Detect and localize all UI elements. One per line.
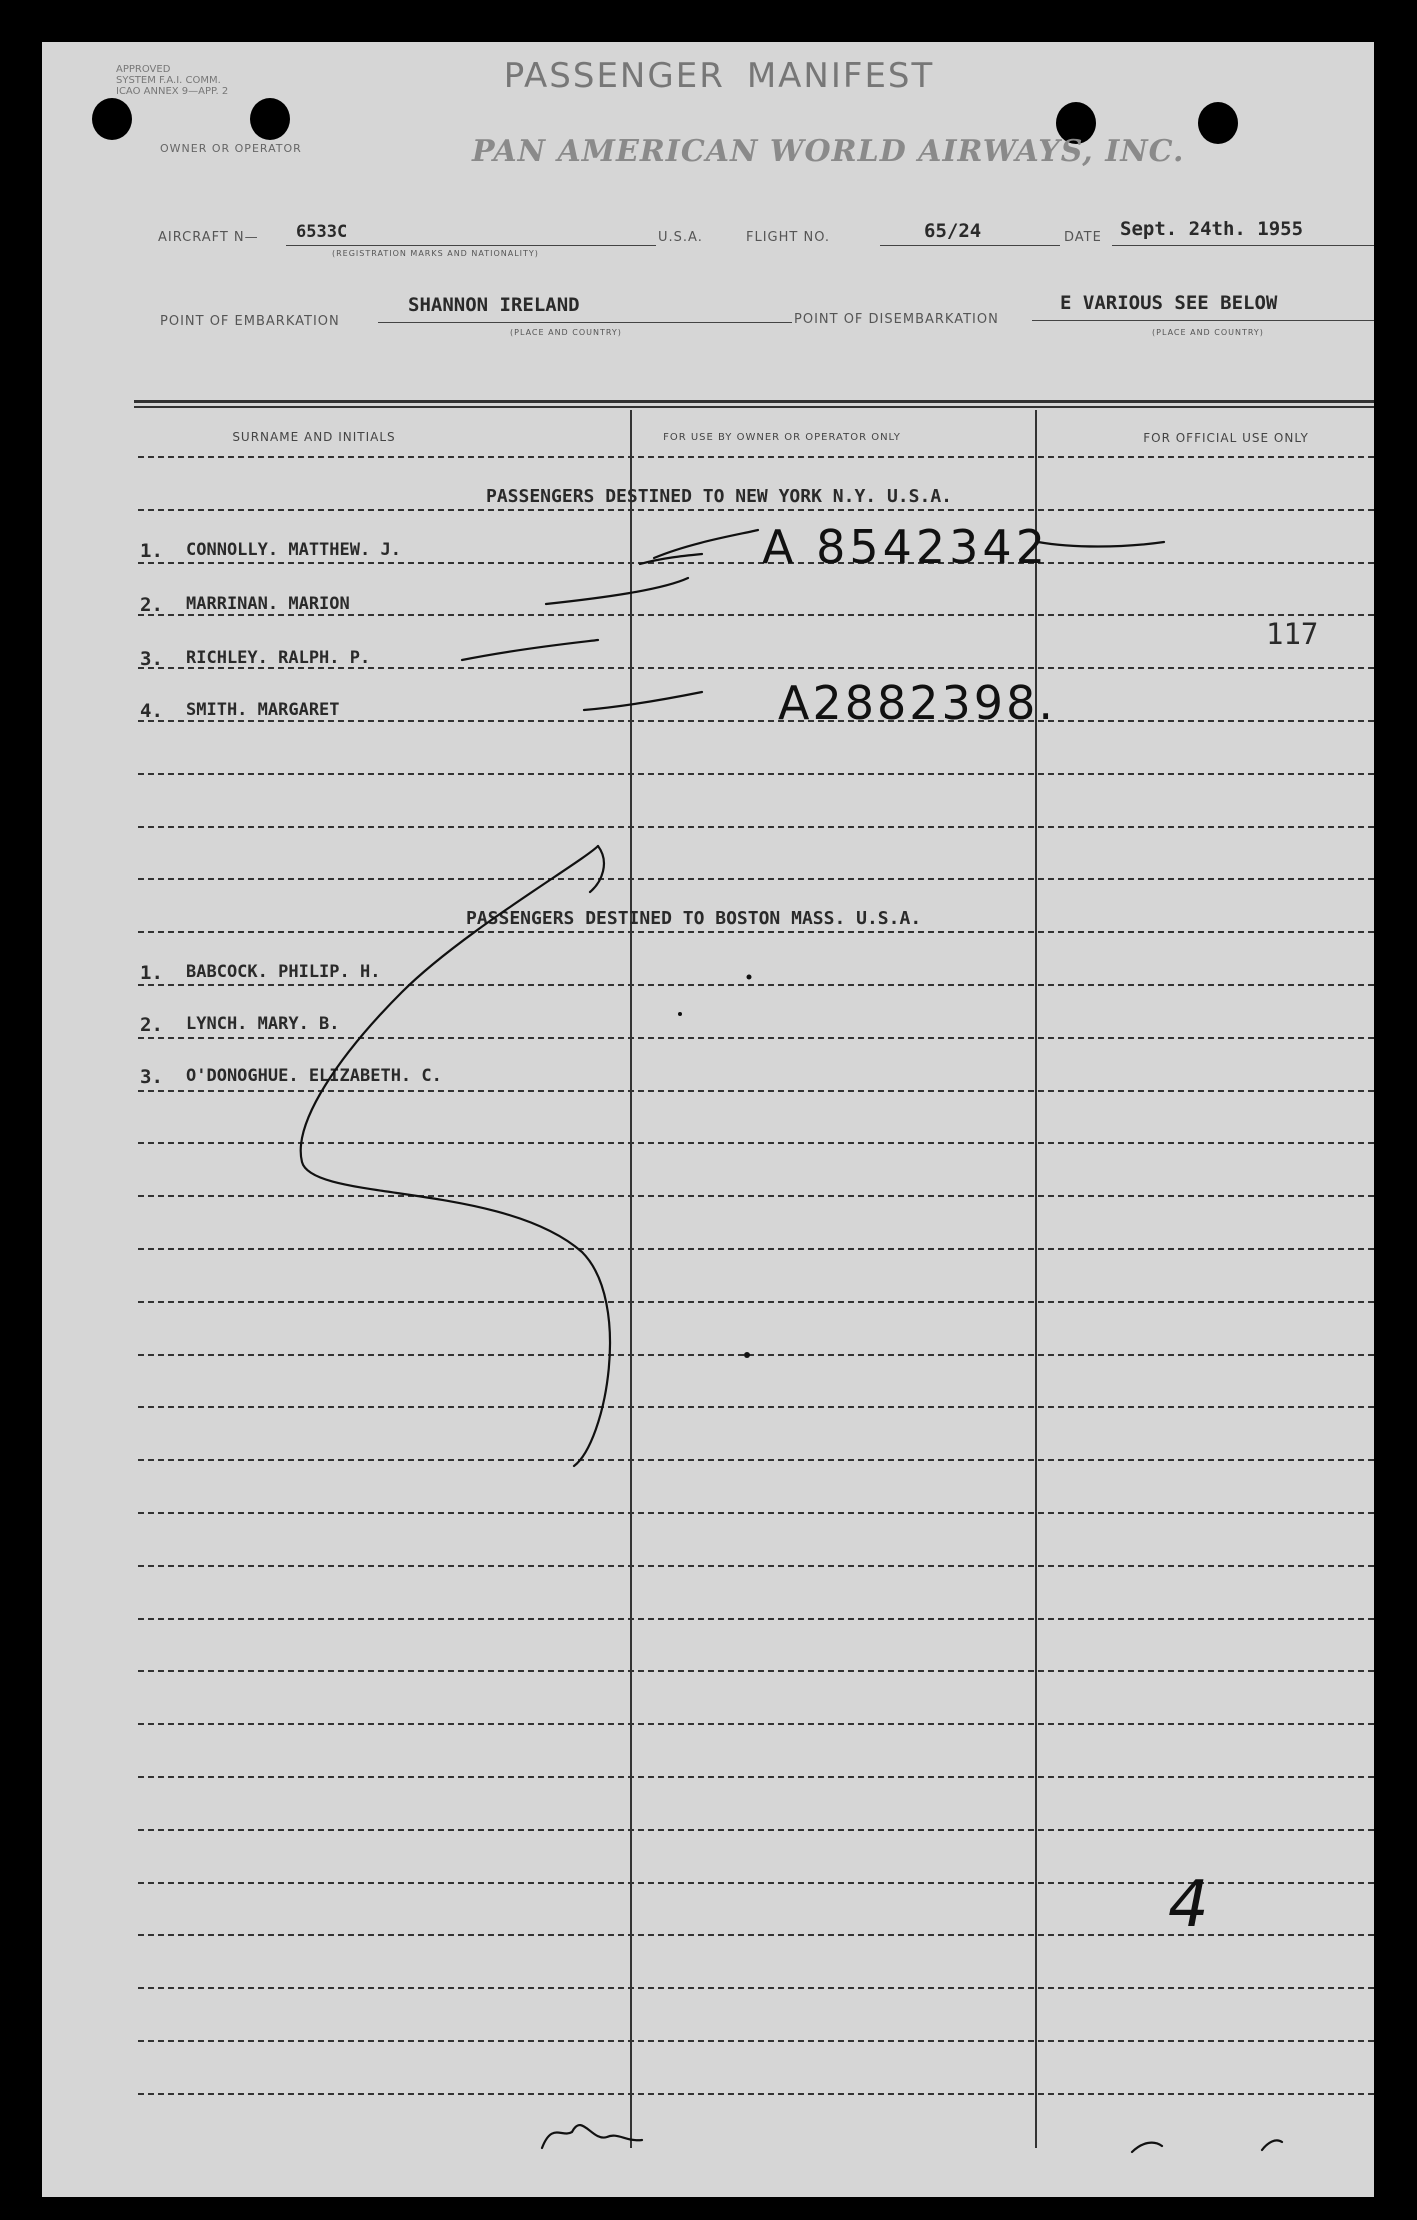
aircraft-value: 6533C xyxy=(296,222,348,242)
alien-reg-number: A 8542342 xyxy=(762,520,1049,574)
date-label: DATE xyxy=(1064,230,1102,245)
form-title-right: MANIFEST xyxy=(746,56,935,96)
signature-stroke xyxy=(1132,2143,1162,2152)
passenger-name: RICHLEY. RALPH. P. xyxy=(186,648,371,668)
group-heading-new-york: PASSENGERS DESTINED TO NEW YORK N.Y. U.S.A. xyxy=(486,486,952,507)
check-mark xyxy=(640,554,702,564)
passenger-number: 2. xyxy=(140,1014,163,1036)
usa-label: U.S.A. xyxy=(658,230,703,245)
passenger-name: CONNOLLY. MATTHEW. J. xyxy=(186,540,401,560)
col-header-owner-use: FOR USE BY OWNER OR OPERATOR ONLY xyxy=(663,432,901,443)
check-mark xyxy=(654,530,758,558)
bracket-stroke xyxy=(590,846,604,892)
approval-note: APPROVED SYSTEM F.A.I. COMM. ICAO ANNEX 9—APP. 2 xyxy=(116,64,229,97)
form-title-left: PASSENGER xyxy=(503,56,725,96)
date-value: Sept. 24th. 1955 xyxy=(1120,218,1304,240)
passenger-number: 1. xyxy=(140,962,163,984)
disembark-sub: (PLACE AND COUNTRY) xyxy=(1152,328,1264,337)
handwritten-total: 4 xyxy=(1168,1868,1209,1942)
embark-label: POINT OF EMBARKATION xyxy=(160,314,340,329)
passenger-number: 1. xyxy=(140,540,163,562)
passenger-name: SMITH. MARGARET xyxy=(186,700,340,720)
embark-sub: (PLACE AND COUNTRY) xyxy=(510,328,622,337)
signature-stroke xyxy=(542,2125,642,2148)
disembark-label: POINT OF DISEMBARKATION xyxy=(794,312,999,327)
aircraft-sub: (REGISTRATION MARKS AND NATIONALITY) xyxy=(332,249,539,258)
check-mark xyxy=(546,578,688,604)
passenger-name: BABCOCK. PHILIP. H. xyxy=(186,962,381,982)
col-header-official-use: FOR OFFICIAL USE ONLY xyxy=(1143,431,1309,445)
underline-stroke xyxy=(1038,542,1164,547)
col-header-surname: SURNAME AND INITIALS xyxy=(232,430,396,444)
ink-dot xyxy=(744,1352,750,1358)
flight-no-value: 65/24 xyxy=(924,220,982,242)
check-mark xyxy=(462,640,598,660)
passenger-name: O'DONOGHUE. ELIZABETH. C. xyxy=(186,1066,442,1086)
manifest-page xyxy=(42,42,1374,2197)
passenger-number: 3. xyxy=(140,648,163,670)
disembark-value: E VARIOUS SEE BELOW xyxy=(1060,292,1278,314)
group-heading-boston: PASSENGERS DESTINED TO BOSTON MASS. U.S.A. xyxy=(466,908,922,929)
passenger-name: MARRINAN. MARION xyxy=(186,594,350,614)
aircraft-label: AIRCRAFT N— xyxy=(158,230,259,245)
ink-dot xyxy=(678,1012,682,1016)
passenger-number: 3. xyxy=(140,1066,163,1088)
passenger-name: LYNCH. MARY. B. xyxy=(186,1014,340,1034)
ink-dot xyxy=(747,975,752,980)
check-mark xyxy=(584,692,702,710)
signature-stroke xyxy=(1262,2140,1282,2150)
embark-value: SHANNON IRELAND xyxy=(408,294,580,316)
operator-name: PAN AMERICAN WORLD AIRWAYS, INC. xyxy=(472,134,1185,169)
official-number: 117 xyxy=(1266,617,1319,651)
pen-marks xyxy=(42,42,1374,2197)
alien-reg-number: A2882398. xyxy=(778,676,1056,730)
passenger-number: 2. xyxy=(140,594,163,616)
owner-operator-label: OWNER OR OPERATOR xyxy=(160,142,302,155)
bracket-stroke xyxy=(301,846,610,1466)
passenger-number: 4. xyxy=(140,700,163,722)
flight-no-label: FLIGHT NO. xyxy=(746,230,831,245)
